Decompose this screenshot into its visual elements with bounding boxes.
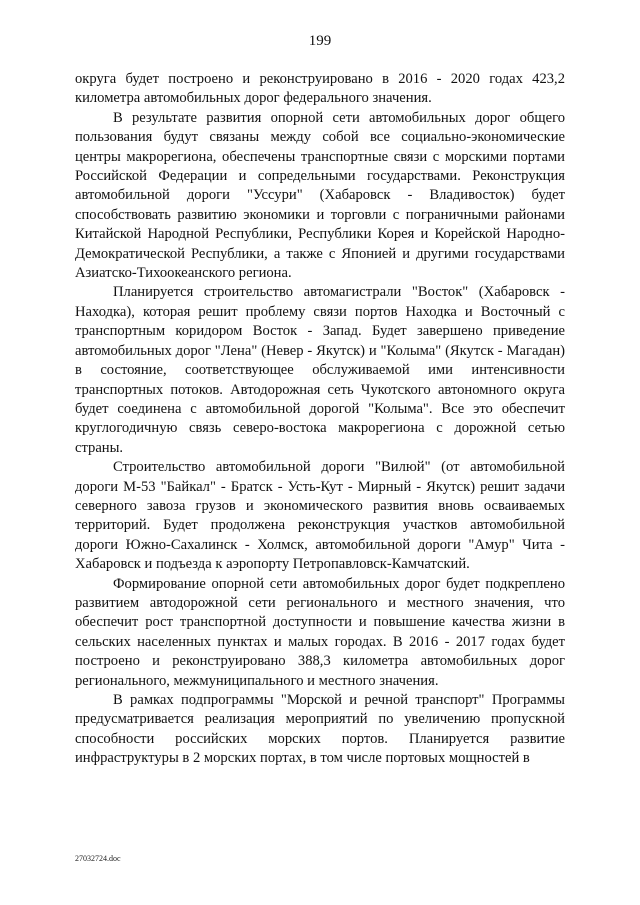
paragraph-sea-river-transport: В рамках подпрограммы "Морской и речной транспорт" Программы предусматривается реализация мероприятий по увеличению пропускной способности российских морских портов. Планируется развитие инфраструктуры в 2 морских портах, в том числе портовых мощностей в [75, 692, 565, 767]
footer-file-name: 27032724.doc [75, 854, 121, 863]
paragraph-vostok-highway: Планируется строительство автомагистрали "Восток" (Хабаровск - Находка), которая решит проблему связи портов Находка и Восточный с транспортным коридором Восток - Запад. Будет завершено приведение автомобильных дорог "Лена" (Невер - Якутск) и "Колыма" (Якутск - Магадан) в состояние, соответствующее обслуживаемой ими интенсивности транспортных потоков. Автодорожная сеть Чукотского автономного округа будет соединена с автомобильной дорогой "Колыма". Все это обеспечит круглогодичную связь северо-востока макрорегиона с дорожной сетью страны. [75, 284, 565, 456]
document-body [75, 70, 565, 769]
paragraph-continuation: округа будет построено и реконструировано в 2016 - 2020 годах 423,2 километра автомобильных дорог федерального значения. [75, 71, 565, 107]
page-number: 199 [308, 33, 332, 49]
paragraph-vilyuy-road: Строительство автомобильной дороги "Вилюй" (от автомобильной дороги М-53 "Байкал" - Братск - Усть-Кут - Мирный - Якутск) решит задачи северного завоза грузов и экономического развития вновь осваиваемых территорий. Будет продолжена реконструкция участков автомобильной дороги Южно-Сахалинск - Холмск, автомобильной дороги "Амур" Чита - Хабаровск и подъезда к аэропорту Петропавловск-Камчатский. [75, 459, 565, 573]
paragraph-support-network: В результате развития опорной сети автомобильных дорог общего пользования будут связаны между собой все социально-экономические центры макрорегиона, обеспечены транспортные связи с морскими портами Российской Федерации и сопредельными государствами. Реконструкция автомобильной дороги "Уссури" (Хабаровск - Владивосток) будет способствовать развитию экономики и торговли с пограничными районами Китайской Народной Республики, Республики Корея и Корейской Народно-Демократической Республики, а также с Японией и другими государствами Азиатско-Тихоокеанского региона. [75, 109, 565, 282]
paragraph-regional-network: Формирование опорной сети автомобильных дорог будет подкреплено развитием автодорожной сети регионального и местного значения, что обеспечит рост транспортной доступности и повышение качества жизни в сельских населенных пунктах и малых городах. В 2016 - 2017 годах будет построено и реконструировано 388,3 километра автомобильных дорог регионального, межмуниципального и местного значения. [75, 575, 565, 689]
